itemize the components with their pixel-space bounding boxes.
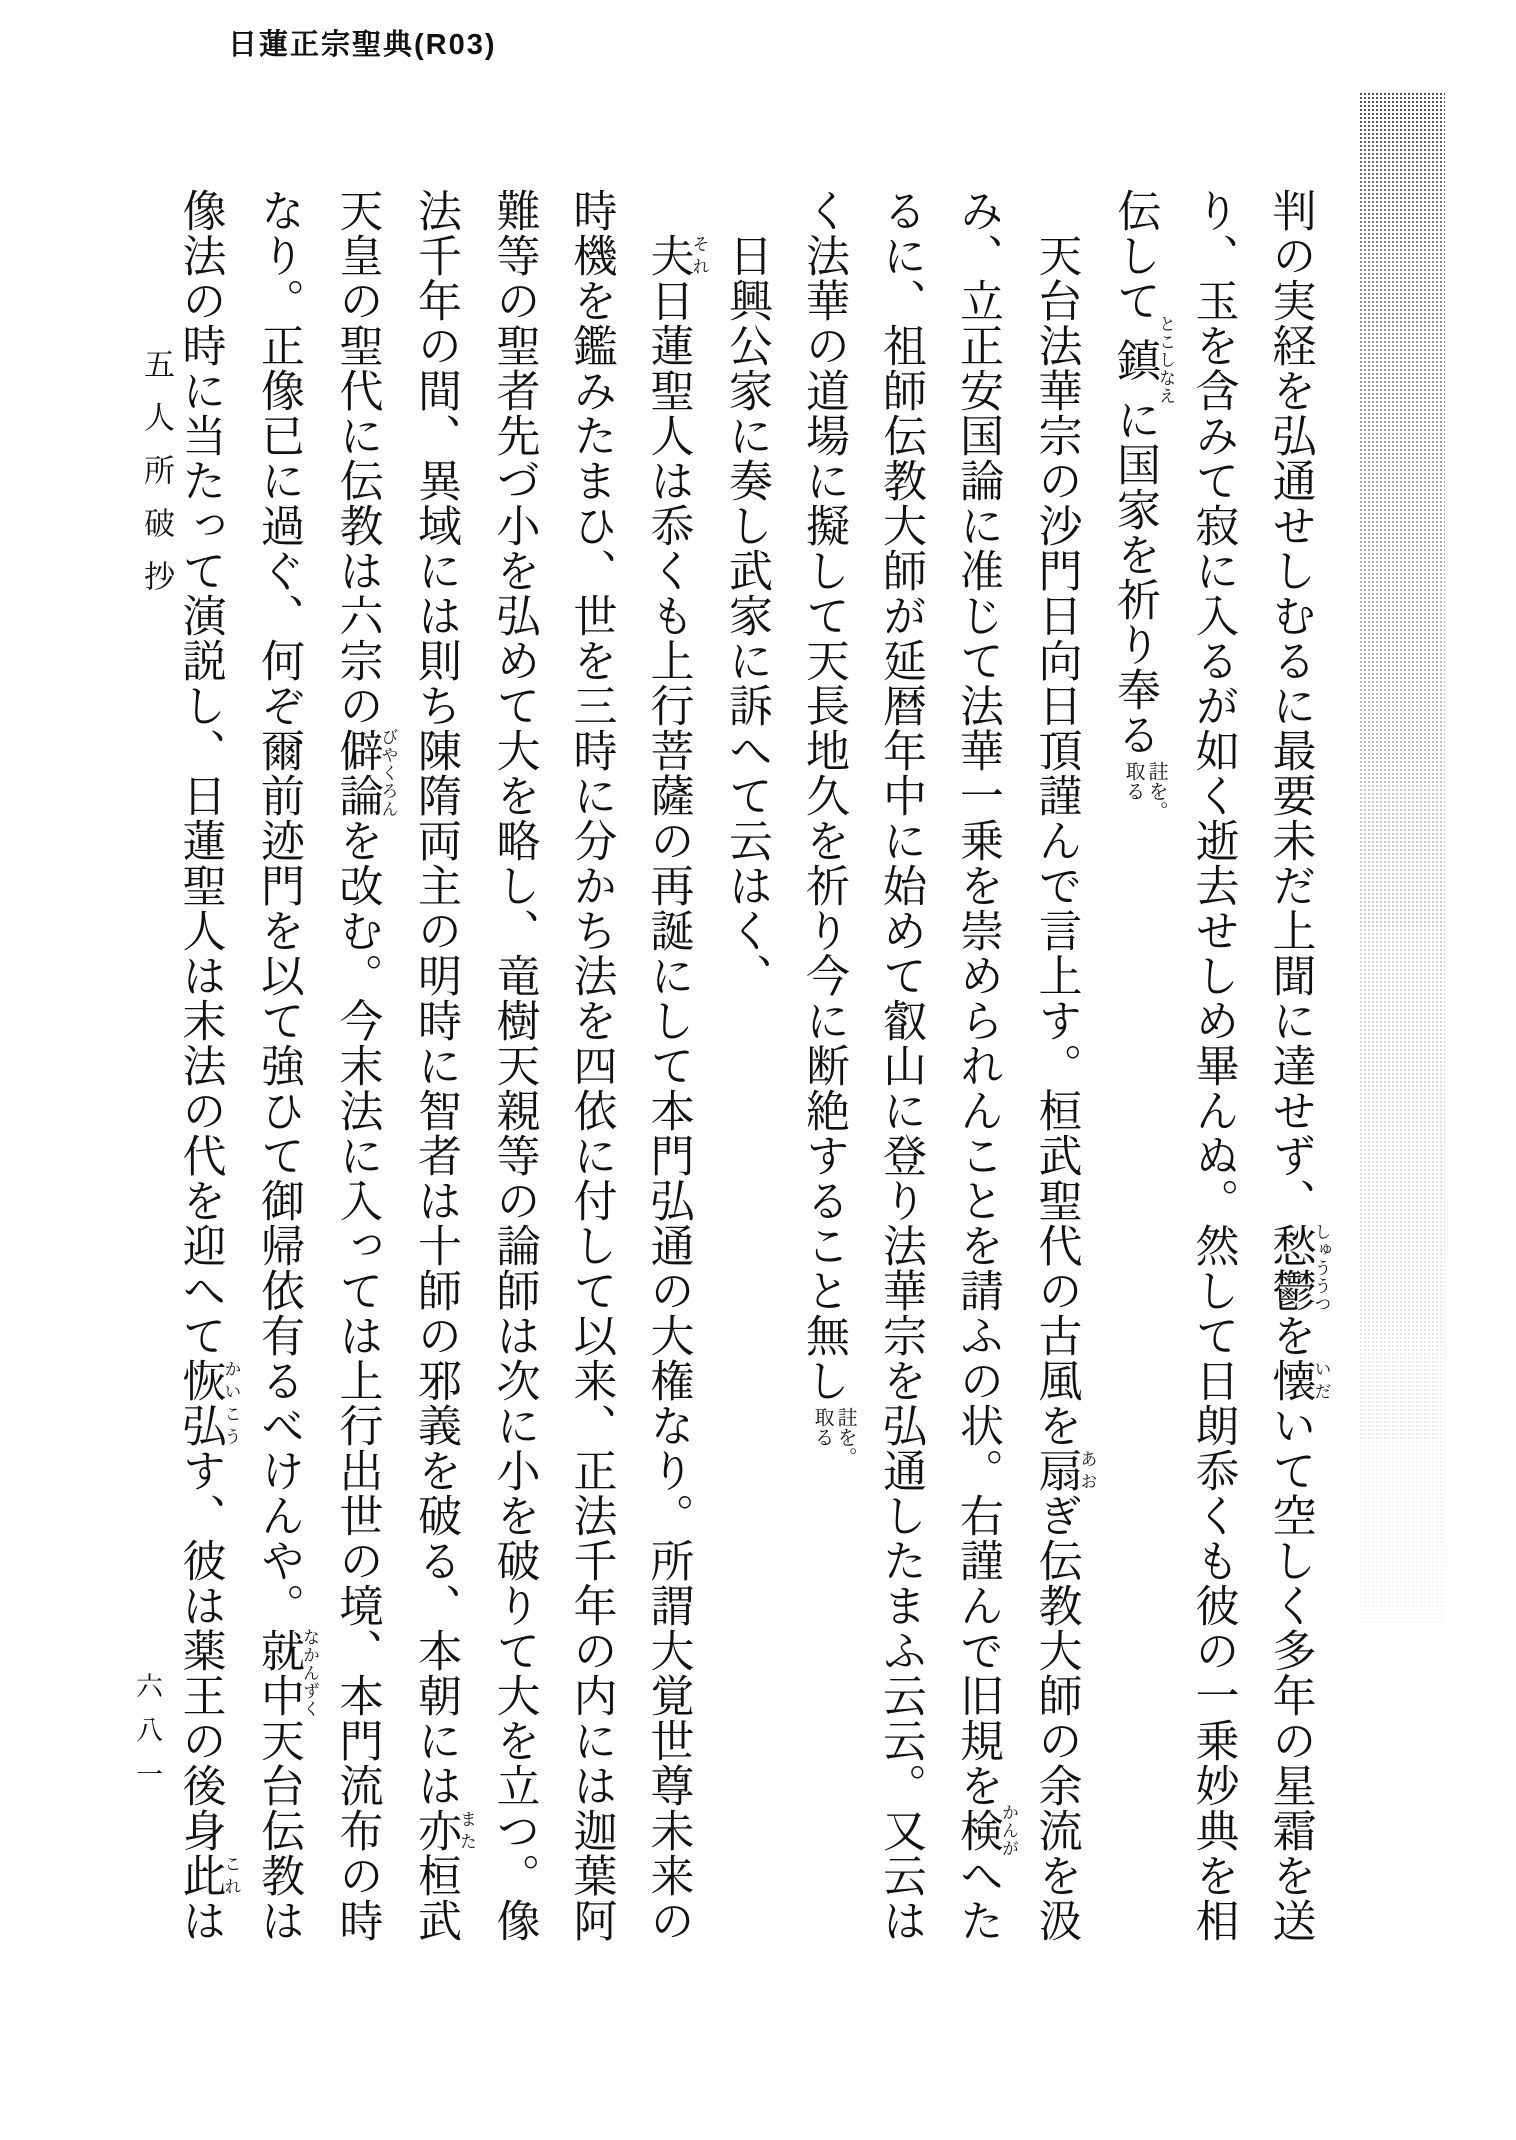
text-column: 像法の時に当たって演説し、日蓮聖人は末法の代を迎へて恢弘かいこうす、彼は薬王の後身此これは — [175, 188, 241, 1943]
text-column: 法千年の間、異域には則ち陳隋両主の明時に智者は十師の邪義を破る、本朝には亦また桓武 — [411, 188, 476, 1943]
text-column: 伝して鎮とこしなえに国家を祈り奉る 註を。 取る — [1110, 188, 1175, 821]
book-title: 日蓮正宗聖典(R03) — [228, 29, 497, 61]
text-column: 時機を鑑みたまひ、世を三時に分かち法を四依に付して以来、正法千年の内には迦葉阿 — [566, 188, 616, 1943]
ruby-annotated-word: 就中なかんずく — [254, 1628, 319, 1718]
ruby-annotated-word: 愁鬱しゅううつ — [1265, 1223, 1331, 1313]
ruby-annotated-word: 鎮とこしなえ — [1110, 315, 1175, 405]
text-column: るに、祖師伝教大師が延暦年中に始めて叡山に登り法華宗を弘通したまふ云云。又云は — [876, 188, 925, 1943]
ruby-annotated-word: 亦また — [411, 1808, 476, 1853]
text-column: み、立正安国論に准じて法華一乗を崇められんことを請ふの状。右謹んで旧規を検かんがへた — [953, 188, 1018, 1943]
ruby-annotated-word: 此これ — [175, 1853, 241, 1898]
ruby-annotated-word: 検かんが — [953, 1803, 1018, 1858]
scan-noise-artifact — [1359, 92, 1445, 1732]
text-column: く法華の道場に擬して天長地久を祈り今に断絶すること無し 註を。 取る — [799, 188, 857, 1467]
text-column: り、玉を含みて寂に入るが如く逝去せしめ畢んぬ。然して日朗忝くも彼の一乗妙典を相 — [1188, 188, 1238, 1943]
text-column: 判の実経を弘通せしむるに最要未だ上聞に達せず、愁鬱しゅううつを懐いだいて空しく多年の星霜を送 — [1265, 188, 1331, 1943]
ruby-annotated-word: 扇あお — [1031, 1448, 1097, 1493]
text-column: なり。正像已に過ぐ、何ぞ爾前迹門を以て強ひて御帰依有るべけんや。就中なかんずく天台伝教は — [254, 188, 319, 1943]
text-column: 日興公家に奏し武家に訴へて云はく、 — [722, 188, 771, 998]
inline-editorial-note: 註を。 取る — [1122, 761, 1168, 821]
page-number: 六八一 — [132, 1672, 162, 1804]
text-column: 夫それ日蓮聖人は忝くも上行菩薩の再誕にして本門弘通の大権なり。所謂大覚世尊未来の — [643, 233, 709, 1943]
ruby-annotated-word: 懐いだ — [1265, 1358, 1331, 1403]
ruby-annotated-word: 夫それ — [643, 233, 709, 278]
text-column: 天台法華宗の沙門日向日頂謹んで言上す。桓武聖代の古風を扇あおぎ伝教大師の余流を汲 — [1031, 188, 1097, 1943]
text-block — [162, 188, 1331, 1988]
inline-editorial-note: 註を。 取る — [811, 1407, 857, 1467]
chapter-side-label: 五人所破抄 — [139, 348, 174, 613]
text-column: 難等の聖者先づ小を弘めて大を略し、竜樹天親等の論師は次に小を破りて大を立つ。像 — [489, 188, 539, 1943]
text-column: 天皇の聖代に伝教は六宗の僻論びやくろんを改む。今末法に入っては上行出世の境、本門流布の時 — [332, 188, 398, 1943]
ruby-annotated-word: 恢弘かいこう — [175, 1358, 241, 1448]
ruby-annotated-word: 僻論びやくろん — [332, 728, 398, 818]
